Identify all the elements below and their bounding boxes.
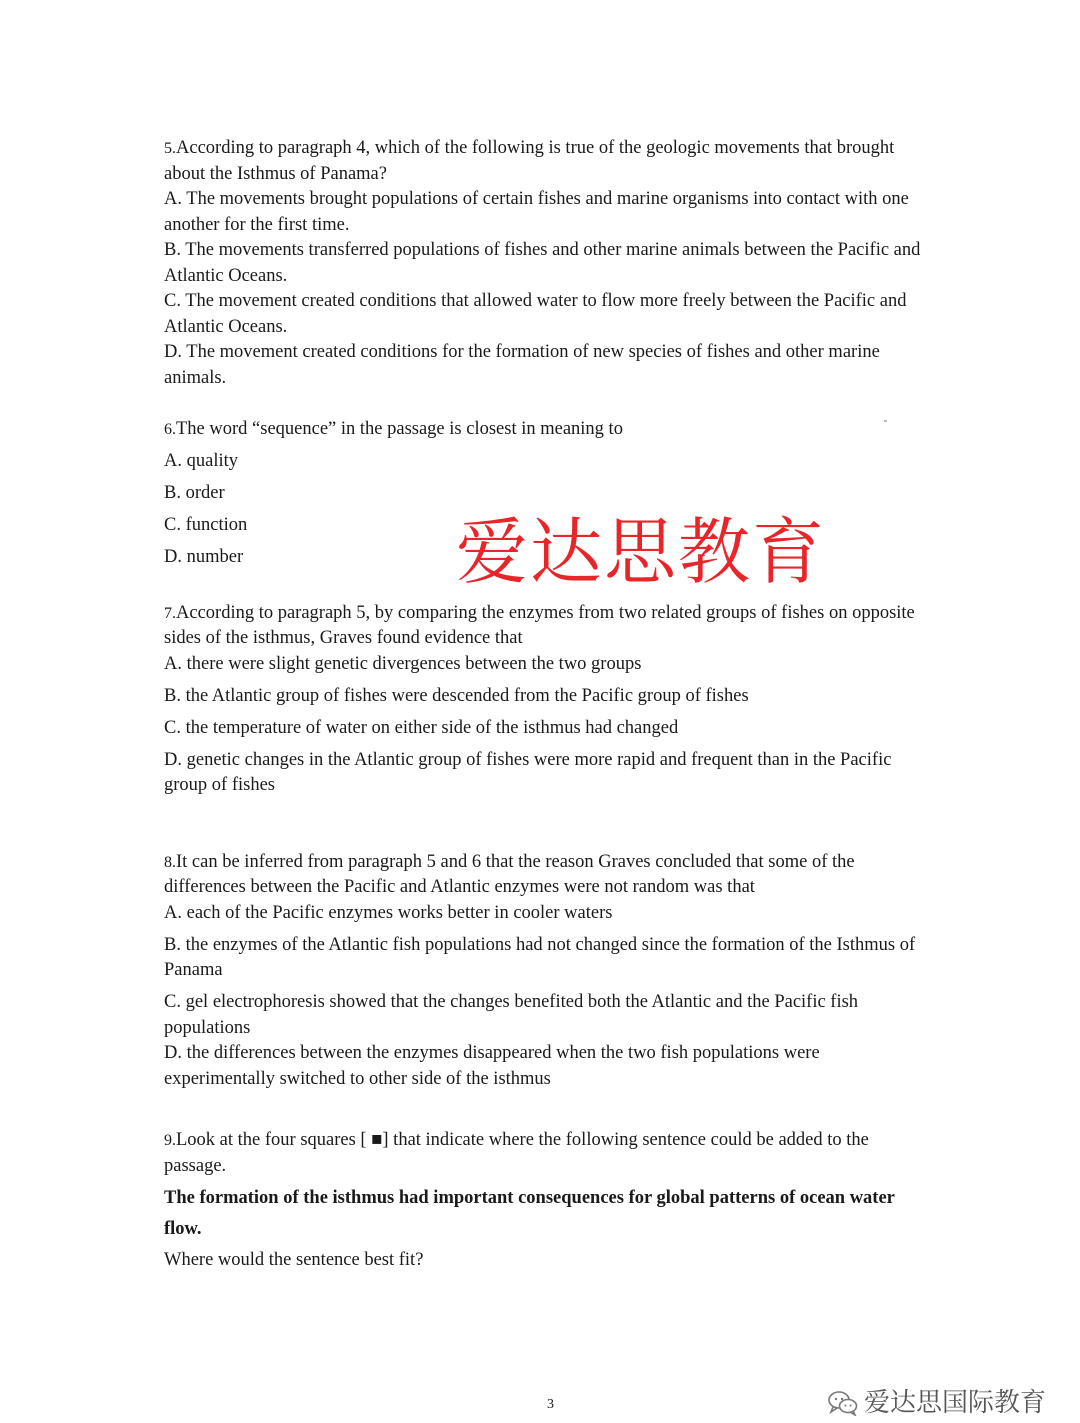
wechat-icon <box>828 1390 858 1416</box>
question-stem <box>164 417 924 443</box>
question-number: 8. <box>164 853 176 871</box>
option-c: C. function <box>164 515 248 535</box>
question-9 <box>164 1128 924 1274</box>
option-b: B. order <box>164 483 225 503</box>
option-d: D. The movement created conditions for the formation of new species of fishes and other marine animals. <box>164 342 880 388</box>
option-a: A. there were slight genetic divergences between the two groups <box>164 653 642 674</box>
page-number: 3 <box>547 1397 554 1412</box>
question-number: 5. <box>164 140 176 157</box>
option-d: D. the differences between the enzymes disappeared when the two fish populations were experimentally switched to other side of the isthmus <box>164 1043 820 1089</box>
question-text: It can be inferred from paragraph 5 and 6 that the reason Graves concluded that some of the differences between the Pacific and Atlantic enzymes were not random was that <box>164 851 855 897</box>
question-5 <box>164 136 924 391</box>
question-prompt: Where would the sentence best fit? <box>164 1250 424 1270</box>
question-text: According to paragraph 5, by comparing the enzymes from two related groups of fishes on opposite sides of the isthmus, Graves found evidence that <box>164 602 915 648</box>
question-8 <box>164 850 924 1093</box>
question-text: The word “sequence” in the passage is closest in meaning to <box>176 419 623 439</box>
watermark-text: 爱达思教育 <box>456 510 827 594</box>
option-b: B. the Atlantic group of fishes were descended from the Pacific group of fishes <box>164 685 749 706</box>
option-b: B. The movements transferred populations of fishes and other marine animals between the Pacific and Atlantic Oceans. <box>164 240 921 286</box>
question-text: Look at the four squares [ ■] that indicate where the following sentence could be added to the passage. <box>164 1130 869 1176</box>
footer-brand-text: 爱达思国际教育 <box>863 1388 1046 1418</box>
question-stem <box>164 1128 924 1179</box>
question-stem <box>164 136 924 187</box>
option-d: D. number <box>164 547 244 567</box>
option-a: A. each of the Pacific enzymes works better in cooler waters <box>164 902 613 923</box>
question-stem <box>164 850 924 901</box>
question-list <box>164 136 924 1274</box>
question-stem <box>164 601 924 652</box>
question-7 <box>164 601 924 799</box>
insert-sentence: The formation of the isthmus had important consequences for global patterns of ocean water flow. <box>164 1188 895 1239</box>
question-number: 9. <box>164 1132 176 1149</box>
scan-speck <box>884 420 887 422</box>
question-number: 6. <box>164 421 176 438</box>
option-a: A. quality <box>164 451 238 471</box>
option-b: B. the enzymes of the Atlantic fish populations had not changed since the formation of the Isthmus of Panama <box>164 934 916 980</box>
question-text: According to paragraph 4, which of the following is true of the geologic movements that brought about the Isthmus of Panama? <box>164 138 895 184</box>
option-a: A. The movements brought populations of certain fishes and marine organisms into contact with one another for the first time. <box>164 189 909 235</box>
option-c: C. gel electrophoresis showed that the changes benefited both the Atlantic and the Pacific fish populations <box>164 992 859 1038</box>
option-c: C. the temperature of water on either side of the isthmus had changed <box>164 717 679 738</box>
option-c: C. The movement created conditions that allowed water to flow more freely between the Pacific and Atlantic Oceans. <box>164 291 907 337</box>
question-number: 7. <box>164 604 176 622</box>
option-d: D. genetic changes in the Atlantic group of fishes were more rapid and frequent than in the Pacific group of fishes <box>164 749 892 795</box>
footer-brand <box>828 1388 1046 1418</box>
